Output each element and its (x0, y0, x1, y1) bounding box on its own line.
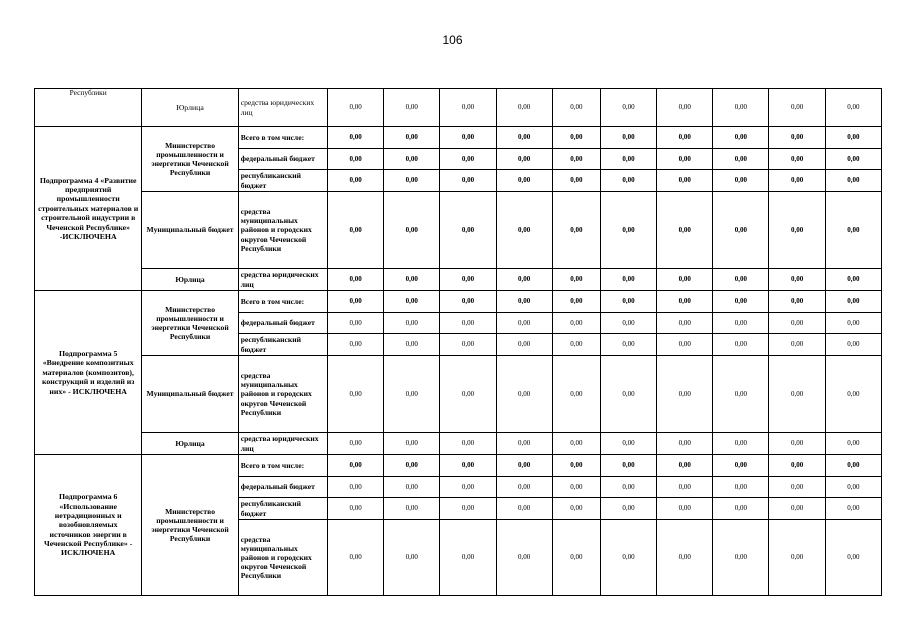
value-cell: 0,00 (328, 149, 384, 170)
value-cell: 0,00 (769, 192, 825, 269)
value-cell: 0,00 (769, 313, 825, 334)
value-cell: 0,00 (713, 477, 769, 498)
executor-municipal: Муниципальный бюджет (142, 192, 238, 269)
value-cell: 0,00 (600, 170, 656, 192)
value-cell: 0,00 (600, 455, 656, 477)
value-cell: 0,00 (713, 291, 769, 313)
value-cell: 0,00 (440, 520, 496, 596)
source-cell: средства муниципальных районов и городских округов Чеченской Республики (238, 192, 327, 269)
source-cell: средства юридических лиц (238, 269, 327, 291)
source-cell: средства муниципальных районов и городских округов Чеченской Республики (238, 356, 327, 433)
value-cell: 0,00 (552, 291, 600, 313)
value-cell: 0,00 (440, 89, 496, 127)
value-cell: 0,00 (496, 149, 552, 170)
subprogram-title: Подпрограмма 5 «Внедрение композитных материалов (композитов), конструкций и изделий из них» - ИСКЛЮЧЕНА (35, 291, 142, 455)
source-cell: Всего в том числе: (238, 291, 327, 313)
value-cell: 0,00 (657, 192, 713, 269)
value-cell: 0,00 (769, 89, 825, 127)
source-cell: республиканский бюджет (238, 498, 327, 520)
value-cell: 0,00 (384, 356, 440, 433)
executor-legal: Юрлица (142, 269, 238, 291)
value-cell: 0,00 (825, 192, 881, 269)
table-row (35, 291, 882, 313)
value-cell: 0,00 (825, 89, 881, 127)
table-row (35, 127, 882, 149)
source-cell: федеральный бюджет (238, 477, 327, 498)
value-cell: 0,00 (713, 498, 769, 520)
value-cell: 0,00 (496, 89, 552, 127)
value-cell: 0,00 (600, 498, 656, 520)
value-cell: 0,00 (657, 498, 713, 520)
value-cell: 0,00 (384, 291, 440, 313)
value-cell: 0,00 (825, 520, 881, 596)
value-cell: 0,00 (825, 356, 881, 433)
value-cell: 0,00 (825, 149, 881, 170)
value-cell: 0,00 (384, 334, 440, 356)
value-cell: 0,00 (657, 455, 713, 477)
value-cell: 0,00 (440, 313, 496, 334)
value-cell: 0,00 (496, 356, 552, 433)
value-cell: 0,00 (713, 192, 769, 269)
value-cell: 0,00 (328, 170, 384, 192)
value-cell: 0,00 (496, 291, 552, 313)
value-cell: 0,00 (328, 520, 384, 596)
source-cell: федеральный бюджет (238, 313, 327, 334)
value-cell: 0,00 (328, 269, 384, 291)
value-cell: 0,00 (657, 149, 713, 170)
table-row (35, 89, 882, 127)
value-cell: 0,00 (713, 520, 769, 596)
value-cell: 0,00 (496, 192, 552, 269)
value-cell: 0,00 (657, 433, 713, 455)
executor-ministry: Министерство промышленности и энергетики Чеченской Республики (142, 127, 238, 192)
table-row (35, 455, 882, 477)
value-cell: 0,00 (440, 498, 496, 520)
value-cell: 0,00 (825, 291, 881, 313)
value-cell: 0,00 (384, 170, 440, 192)
value-cell: 0,00 (552, 334, 600, 356)
value-cell: 0,00 (600, 313, 656, 334)
value-cell: 0,00 (769, 498, 825, 520)
value-cell: 0,00 (713, 313, 769, 334)
table-row (35, 192, 882, 269)
value-cell: 0,00 (825, 433, 881, 455)
value-cell: 0,00 (384, 192, 440, 269)
value-cell: 0,00 (713, 170, 769, 192)
value-cell: 0,00 (328, 89, 384, 127)
value-cell: 0,00 (384, 313, 440, 334)
value-cell: 0,00 (600, 356, 656, 433)
value-cell: 0,00 (328, 433, 384, 455)
value-cell: 0,00 (328, 334, 384, 356)
value-cell: 0,00 (496, 477, 552, 498)
value-cell: 0,00 (825, 477, 881, 498)
source-cell: средства юридических лиц (238, 89, 327, 127)
table-row (35, 433, 882, 455)
value-cell: 0,00 (496, 334, 552, 356)
value-cell: 0,00 (440, 433, 496, 455)
value-cell: 0,00 (713, 269, 769, 291)
source-cell: федеральный бюджет (238, 149, 327, 170)
value-cell: 0,00 (657, 520, 713, 596)
value-cell: 0,00 (825, 313, 881, 334)
value-cell: 0,00 (552, 313, 600, 334)
value-cell: 0,00 (496, 127, 552, 149)
value-cell: 0,00 (713, 356, 769, 433)
value-cell: 0,00 (657, 291, 713, 313)
value-cell: 0,00 (600, 89, 656, 127)
value-cell: 0,00 (496, 520, 552, 596)
value-cell: 0,00 (328, 455, 384, 477)
value-cell: 0,00 (328, 192, 384, 269)
value-cell: 0,00 (496, 170, 552, 192)
value-cell: 0,00 (769, 433, 825, 455)
subprogram-tail: Республики (35, 89, 142, 127)
value-cell: 0,00 (769, 520, 825, 596)
value-cell: 0,00 (384, 433, 440, 455)
executor-legal: Юрлица (142, 433, 238, 455)
value-cell: 0,00 (552, 433, 600, 455)
value-cell: 0,00 (657, 477, 713, 498)
value-cell: 0,00 (440, 149, 496, 170)
subprogram-title: Подпрограмма 4 «Развитие предприятий промышленности строительных материалов и строительной индустрии в Чеченской Республике» -ИСКЛЮЧЕНА (35, 127, 142, 291)
value-cell: 0,00 (769, 334, 825, 356)
value-cell: 0,00 (600, 192, 656, 269)
value-cell: 0,00 (825, 334, 881, 356)
value-cell: 0,00 (552, 170, 600, 192)
value-cell: 0,00 (657, 313, 713, 334)
value-cell: 0,00 (769, 269, 825, 291)
value-cell: 0,00 (552, 477, 600, 498)
funding-table (34, 88, 882, 596)
source-cell: республиканский бюджет (238, 334, 327, 356)
value-cell: 0,00 (552, 356, 600, 433)
value-cell: 0,00 (713, 89, 769, 127)
value-cell: 0,00 (552, 89, 600, 127)
value-cell: 0,00 (825, 127, 881, 149)
executor-municipal: Муниципальный бюджет (142, 356, 238, 433)
value-cell: 0,00 (825, 269, 881, 291)
value-cell: 0,00 (552, 520, 600, 596)
value-cell: 0,00 (713, 127, 769, 149)
value-cell: 0,00 (440, 334, 496, 356)
value-cell: 0,00 (496, 455, 552, 477)
value-cell: 0,00 (496, 498, 552, 520)
value-cell: 0,00 (328, 477, 384, 498)
value-cell: 0,00 (328, 127, 384, 149)
value-cell: 0,00 (769, 477, 825, 498)
value-cell: 0,00 (440, 127, 496, 149)
value-cell: 0,00 (552, 498, 600, 520)
value-cell: 0,00 (769, 356, 825, 433)
value-cell: 0,00 (384, 269, 440, 291)
source-cell: средства юридических лиц (238, 433, 327, 455)
source-cell: Всего в том числе: (238, 455, 327, 477)
value-cell: 0,00 (440, 170, 496, 192)
value-cell: 0,00 (600, 127, 656, 149)
value-cell: 0,00 (825, 498, 881, 520)
value-cell: 0,00 (384, 520, 440, 596)
value-cell: 0,00 (769, 455, 825, 477)
executor-ministry: Министерство промышленности и энергетики Чеченской Республики (142, 455, 238, 596)
value-cell: 0,00 (440, 269, 496, 291)
value-cell: 0,00 (384, 89, 440, 127)
value-cell: 0,00 (825, 170, 881, 192)
value-cell: 0,00 (384, 498, 440, 520)
value-cell: 0,00 (713, 149, 769, 170)
value-cell: 0,00 (600, 477, 656, 498)
value-cell: 0,00 (384, 455, 440, 477)
subprogram-title: Подпрограмма 6 «Использование нетрадиционных и возобновляемых источников энергии в Чеченской Республике» - ИСКЛЮЧЕНА (35, 455, 142, 596)
value-cell: 0,00 (600, 269, 656, 291)
value-cell: 0,00 (496, 313, 552, 334)
value-cell: 0,00 (600, 291, 656, 313)
value-cell: 0,00 (713, 455, 769, 477)
value-cell: 0,00 (384, 149, 440, 170)
value-cell: 0,00 (713, 433, 769, 455)
value-cell: 0,00 (600, 520, 656, 596)
value-cell: 0,00 (657, 356, 713, 433)
executor-cell: Юрлица (142, 89, 238, 127)
value-cell: 0,00 (440, 192, 496, 269)
value-cell: 0,00 (328, 356, 384, 433)
value-cell: 0,00 (769, 291, 825, 313)
page-number: 106 (442, 33, 463, 47)
source-cell: Всего в том числе: (238, 127, 327, 149)
source-cell: республиканский бюджет (238, 170, 327, 192)
value-cell: 0,00 (657, 89, 713, 127)
funding-table-wrapper (34, 88, 882, 600)
value-cell: 0,00 (440, 477, 496, 498)
value-cell: 0,00 (328, 313, 384, 334)
value-cell: 0,00 (440, 356, 496, 433)
value-cell: 0,00 (552, 269, 600, 291)
value-cell: 0,00 (552, 455, 600, 477)
value-cell: 0,00 (657, 127, 713, 149)
value-cell: 0,00 (496, 433, 552, 455)
value-cell: 0,00 (552, 127, 600, 149)
executor-ministry: Министерство промышленности и энергетики Чеченской Республики (142, 291, 238, 356)
value-cell: 0,00 (657, 269, 713, 291)
value-cell: 0,00 (384, 477, 440, 498)
value-cell: 0,00 (440, 455, 496, 477)
value-cell: 0,00 (552, 149, 600, 170)
table-row (35, 269, 882, 291)
value-cell: 0,00 (769, 149, 825, 170)
value-cell: 0,00 (657, 170, 713, 192)
value-cell: 0,00 (600, 334, 656, 356)
table-row (35, 356, 882, 433)
value-cell: 0,00 (769, 127, 825, 149)
value-cell: 0,00 (600, 433, 656, 455)
value-cell: 0,00 (384, 127, 440, 149)
value-cell: 0,00 (600, 149, 656, 170)
source-cell: средства муниципальных районов и городских округов Чеченской Республики (238, 520, 327, 596)
value-cell: 0,00 (440, 291, 496, 313)
value-cell: 0,00 (328, 291, 384, 313)
value-cell: 0,00 (769, 170, 825, 192)
value-cell: 0,00 (328, 498, 384, 520)
value-cell: 0,00 (552, 192, 600, 269)
value-cell: 0,00 (657, 334, 713, 356)
value-cell: 0,00 (825, 455, 881, 477)
value-cell: 0,00 (496, 269, 552, 291)
value-cell: 0,00 (713, 334, 769, 356)
